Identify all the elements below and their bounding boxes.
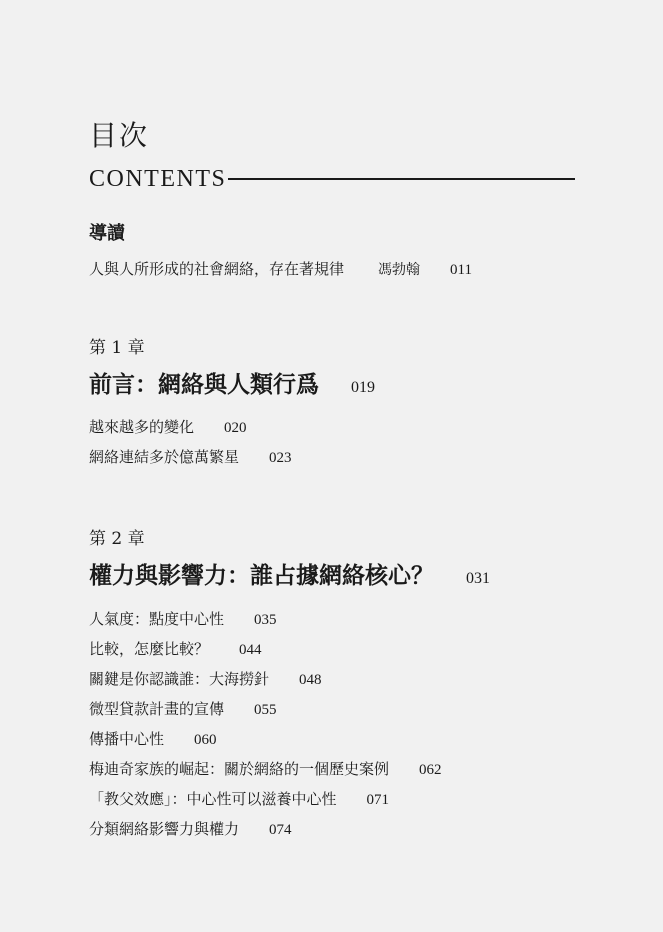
entry-page-number: 074 bbox=[269, 822, 292, 838]
toc-entry[interactable] bbox=[89, 608, 277, 631]
toc-entry[interactable] bbox=[89, 788, 389, 811]
entry-text: 人氣度：點度中心性 bbox=[89, 610, 225, 628]
entry-page-number: 055 bbox=[254, 702, 277, 718]
toc-entry[interactable] bbox=[89, 698, 277, 721]
page-title: 目次 bbox=[89, 119, 150, 152]
entry-text: 傳播中心性 bbox=[89, 730, 165, 748]
entry-page-number: 062 bbox=[419, 762, 442, 778]
contents-rule bbox=[228, 178, 575, 180]
intro-entry[interactable] bbox=[89, 258, 472, 281]
entry-page-number: 023 bbox=[269, 450, 292, 466]
chapter-page-number: 019 bbox=[351, 379, 375, 396]
toc-entry[interactable] bbox=[89, 728, 217, 751]
entry-page-number: 060 bbox=[194, 732, 217, 748]
toc-entry[interactable] bbox=[89, 446, 292, 469]
chapter-page-number: 031 bbox=[466, 570, 490, 587]
entry-text: 分類網絡影響力與權力 bbox=[89, 820, 240, 838]
entry-page-number: 011 bbox=[450, 262, 472, 278]
entry-page-number: 048 bbox=[299, 672, 322, 688]
contents-header bbox=[89, 164, 575, 194]
entry-page-number: 035 bbox=[254, 612, 277, 628]
intro-label: 導讀 bbox=[89, 223, 125, 244]
entry-text: 網絡連結多於億萬繁星 bbox=[89, 448, 240, 466]
toc-entry[interactable] bbox=[89, 758, 442, 781]
chapter-1-label: 第 1 章 bbox=[89, 338, 145, 358]
entry-text: 越來越多的變化 bbox=[89, 418, 195, 436]
toc-entry[interactable] bbox=[89, 638, 262, 661]
entry-text: 微型貸款計畫的宣傳 bbox=[89, 700, 225, 718]
entry-text: 人與人所形成的社會網絡，存在著規律 bbox=[89, 260, 345, 278]
entry-author: 馮勃翰 bbox=[378, 262, 421, 278]
entry-text: 梅迪奇家族的崛起：關於網絡的一個歷史案例 bbox=[89, 760, 390, 778]
chapter-1-title[interactable] bbox=[89, 370, 375, 403]
toc-entry[interactable] bbox=[89, 668, 322, 691]
entry-text: 關鍵是你認識誰：大海撈針 bbox=[89, 670, 270, 688]
entry-text: 「教父效應」：中心性可以滋養中心性 bbox=[89, 790, 337, 808]
chapter-2-label: 第 2 章 bbox=[89, 529, 145, 549]
chapter-title-text: 前言：網絡與人類行爲 bbox=[89, 371, 319, 398]
entry-page-number: 071 bbox=[366, 792, 390, 808]
toc-entry[interactable] bbox=[89, 818, 292, 841]
entry-text: 比較，怎麼比較？ bbox=[89, 640, 210, 658]
contents-label: CONTENTS bbox=[89, 165, 227, 192]
chapter-title-text: 權力與影響力：誰占據網絡核心？ bbox=[89, 562, 434, 589]
entry-page-number: 020 bbox=[224, 420, 247, 436]
toc-entry[interactable] bbox=[89, 416, 247, 439]
chapter-2-title[interactable] bbox=[89, 561, 490, 594]
entry-page-number: 044 bbox=[239, 642, 262, 658]
